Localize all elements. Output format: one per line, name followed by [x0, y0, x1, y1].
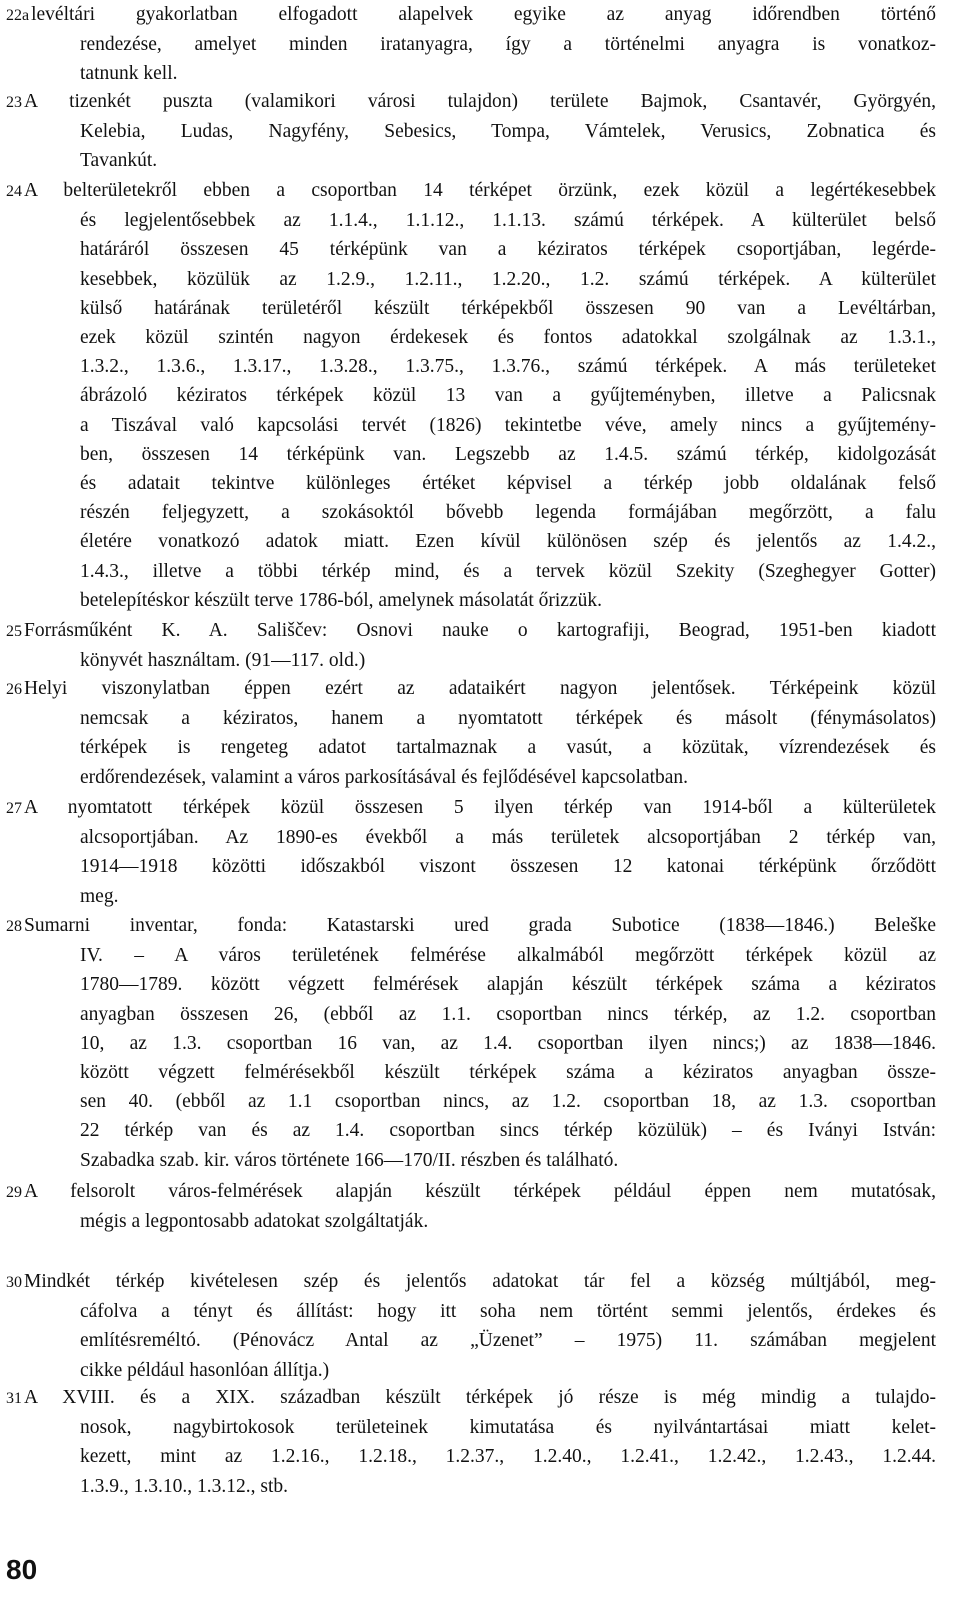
- footnote: [6, 87, 936, 176]
- footnote-line: [6, 1207, 936, 1236]
- footnote-line: [6, 1383, 936, 1413]
- footnote-number: 22a: [6, 7, 30, 24]
- page-number: 80: [6, 1554, 38, 1585]
- footnote-line: [6, 674, 936, 704]
- footnote-line: [6, 1472, 936, 1501]
- footnote-line: [6, 1267, 936, 1297]
- footnote-text: a Tiszával való kapcsolási tervét (1826) tekintetbe véve, amely nincs a gyűjtemény-: [80, 414, 936, 436]
- footnote-line: [6, 793, 936, 823]
- footnote-line: [6, 882, 936, 911]
- footnote-text: alcsoportjában. Az 1890-es évekből a más területek alcsoportjában 2 térkép van,: [80, 827, 936, 849]
- footnote-text: nemcsak a kéziratos, hanem a nyomtatott térképek és másolt (fénymásolatos): [80, 708, 936, 730]
- footnote-line: [6, 823, 936, 852]
- footnote-line: [6, 616, 936, 646]
- footnote-text: életére vonatkozó adatok miatt. Ezen kívül különösen szép és jelentős az 1.4.2.,: [80, 531, 936, 553]
- footnote: [6, 1177, 936, 1236]
- footnote-number: 25: [6, 623, 22, 640]
- footnote-text: cikke például hasonlóan állítja.): [80, 1359, 330, 1381]
- footnote-line: [6, 440, 936, 469]
- footnote-line: [6, 1326, 936, 1355]
- footnote-line: [6, 381, 936, 410]
- footnote-text: Forrásműként K. A. Sališčev: Osnovi nauke o kartografiji, Beograd, 1951-ben kiadott: [24, 620, 936, 641]
- footnote-text: ábrázoló kéziratos térképek közül 13 van a gyűjteményben, illetve a Palicsnak: [80, 385, 936, 407]
- footnote-line: [6, 87, 936, 117]
- footnote: [6, 0, 936, 89]
- footnote-line: [6, 704, 936, 733]
- footnote-text: 1.3.9., 1.3.10., 1.3.12., stb.: [80, 1475, 289, 1497]
- footnote-line: [6, 1442, 936, 1471]
- footnote-text: A belterületekről ebben a csoportban 14 térképet örzünk, ezek közül a legértékesebbek: [24, 180, 936, 201]
- footnote: [6, 176, 936, 615]
- footnote: [6, 793, 936, 911]
- footnote-text: rendezése, amelyet minden iratanyagra, így a történelmi anyagra is vonatkoz-: [80, 34, 936, 56]
- footnote-number: 28: [6, 918, 22, 935]
- footnote-text: tatnunk kell.: [80, 63, 178, 85]
- footnote-text: ben, összesen 14 térképünk van. Legszebb az 1.4.5. számú térkép, kidolgozását: [80, 443, 936, 465]
- footnote-text: 10, az 1.3. csoportban 16 van, az 1.4. csoportban ilyen nincs;) az 1838—1846.: [80, 1032, 936, 1054]
- footnote-line: [6, 646, 936, 675]
- footnote-line: [6, 1413, 936, 1442]
- footnote: [6, 674, 936, 792]
- footnote-line: [6, 586, 936, 615]
- footnote-line: [6, 527, 936, 556]
- footnote-line: [6, 733, 936, 762]
- footnote-text: könyvét használtam. (91—117. old.): [80, 650, 366, 672]
- footnote-text: Mindkét térkép kivételesen szép és jelentős adatokat tár fel a község múltjából, meg-: [24, 1271, 936, 1292]
- footnote-line: [6, 498, 936, 527]
- footnote-line: [6, 1177, 936, 1207]
- footnote-line: [6, 911, 936, 941]
- footnote-text: között végzett felmérésekből készült térképek száma a kéziratos anyagban össze-: [80, 1062, 936, 1084]
- footnote-text: mégis a legpontosabb adatokat szolgáltatják.: [80, 1211, 429, 1233]
- footnote-line: [6, 557, 936, 586]
- footnote-line: [6, 1356, 936, 1385]
- footnote: [6, 616, 936, 675]
- footnote-line: [6, 352, 936, 381]
- footnote-line: [6, 941, 936, 970]
- footnote-text: cáfolva a tényt és állítást: hogy itt soha nem történt semmi jelentős, érdekes és: [80, 1301, 936, 1323]
- footnote-text: Helyi viszonylatban éppen ezért az adataikért nagyon jelentősek. Térképeink közül: [24, 678, 936, 699]
- footnote-line: [6, 411, 936, 440]
- footnote-text: 22 térkép van és az 1.4. csoportban sincs térkép közülük) – és Iványi István:: [80, 1120, 936, 1142]
- footnote-text: ezek közül szintén nagyon érdekesek és fontos adatokkal szolgálnak az 1.3.1.,: [80, 327, 936, 349]
- footnote-text: 1.4.3., illetve a többi térkép mind, és a tervek közül Szekity (Szeghegyer Gotter): [80, 560, 936, 582]
- footnote-line: [6, 1297, 936, 1326]
- footnote-number: 30: [6, 1274, 22, 1291]
- footnote-line: [6, 294, 936, 323]
- footnote-line: [6, 1029, 936, 1058]
- footnote-line: [6, 1116, 936, 1145]
- footnote-text: levéltári gyakorlatban elfogadott alapelvek egyike az anyag időrendben történő: [31, 4, 936, 25]
- footnote-text: A felsorolt város-felmérések alapján készült térképek például éppen nem mutatósak,: [24, 1181, 936, 1202]
- footnote-line: [6, 763, 936, 792]
- footnote-text: 1914—1918 közötti időszakból viszont összesen 12 katonai térképünk őrződött: [80, 856, 936, 878]
- footnote: [6, 1383, 936, 1501]
- footnote-line: [6, 970, 936, 999]
- footnote-number: 31: [6, 1390, 22, 1407]
- footnote-line: [6, 852, 936, 881]
- footnote-line: [6, 1087, 936, 1116]
- footnote-text: kesebbek, közülük az 1.2.9., 1.2.11., 1.2.20., 1.2. számú térképek. A külterület: [80, 268, 936, 290]
- footnote-text: 1.3.2., 1.3.6., 1.3.17., 1.3.28., 1.3.75., 1.3.76., számú térképek. A más területeket: [80, 356, 936, 378]
- footnote-line: [6, 1146, 936, 1175]
- footnote-text: külső határának területéről készült térképekből összesen 90 van a Levéltárban,: [80, 297, 936, 319]
- footnote-text: részén feljegyzett, a szokásoktól bővebb legenda formájában megőrzött, a falu: [80, 502, 936, 524]
- footnote-line: [6, 59, 936, 88]
- footnote-line: [6, 1058, 936, 1087]
- footnote-text: 1780—1789. között végzett felmérések alapján készült térképek száma a kéziratos: [80, 974, 936, 996]
- footnote-text: Sumarni inventar, fonda: Katastarski ured grada Subotice (1838—1846.) Beleške: [24, 915, 936, 936]
- footnote-text: meg.: [80, 885, 119, 907]
- footnote-text: térképek is rengeteg adatot tartalmaznak a vasút, a közütak, vízrendezések és: [80, 737, 936, 759]
- footnote-text: A XVIII. és a XIX. században készült térképek jó része is még mindig a tulajdo-: [24, 1387, 936, 1408]
- footnote-number: 27: [6, 800, 22, 817]
- footnote-text: IV. – A város területének felmérése alkalmából megőrzött térképek közül az: [80, 945, 936, 967]
- footnote-text: A tizenkét puszta (valamikori városi tulajdon) területe Bajmok, Csantavér, Györgyén,: [24, 91, 936, 112]
- footnote-text: betelepítéskor készült terve 1786-ból, amelynek másolatát őrizzük.: [80, 589, 602, 611]
- footnote-line: [6, 0, 936, 30]
- footnote: [6, 911, 936, 1175]
- footnote-text: nosok, nagybirtokosok területeinek kimutatása és nyilvántartásai miatt kelet-: [80, 1417, 936, 1439]
- footnote-text: határáról összesen 45 térképünk van a kéziratos térképek csoportjában, legérde-: [80, 239, 936, 261]
- footnote-line: [6, 235, 936, 264]
- footnote-line: [6, 1000, 936, 1029]
- footnote-line: [6, 469, 936, 498]
- footnote-number: 24: [6, 183, 22, 200]
- footnote-text: Szabadka szab. kir. város története 166—170/II. részben és található.: [80, 1149, 619, 1171]
- footnote-text: sen 40. (ebből az 1.1 csoportban nincs, az 1.2. csoportban 18, az 1.3. csoportban: [80, 1091, 936, 1113]
- footnote-number: 29: [6, 1184, 22, 1201]
- footnote-text: Kelebia, Ludas, Nagyfény, Sebesics, Tompa, Vámtelek, Verusics, Zobnatica és: [80, 121, 936, 143]
- footnote-text: és adatait tekintve különleges értéket képvisel a térkép jobb oldalának felső: [80, 473, 936, 495]
- footnote-line: [6, 30, 936, 59]
- footnote-text: említésreméltó. (Pénovácz Antal az „Üzenet” – 1975) 11. számában megjelent: [80, 1330, 936, 1352]
- footnote-text: anyagban összesen 26, (ebből az 1.1. csoportban nincs térkép, az 1.2. csoportban: [80, 1003, 936, 1025]
- footnote-line: [6, 117, 936, 146]
- footnote-line: [6, 176, 936, 206]
- footnote-number: 23: [6, 94, 22, 111]
- footnote-line: [6, 206, 936, 235]
- footnote-text: Tavankút.: [80, 150, 158, 172]
- footnote-text: és legjelentősebbek az 1.1.4., 1.1.12., 1.1.13. számú térképek. A külterület belső: [80, 210, 936, 232]
- footnote: [6, 1267, 936, 1385]
- footnote-line: [6, 146, 936, 175]
- footnote-number: 26: [6, 681, 22, 698]
- footnote-text: erdőrendezések, valamint a város parkosításával és fejlődésével kapcsolatban.: [80, 766, 689, 788]
- footnote-text: kezett, mint az 1.2.16., 1.2.18., 1.2.37., 1.2.40., 1.2.41., 1.2.42., 1.2.43., 1.2.44.: [80, 1446, 936, 1468]
- footnote-line: [6, 323, 936, 352]
- footnote-text: A nyomtatott térképek közül összesen 5 ilyen térkép van 1914-ből a külterületek: [24, 797, 936, 818]
- footnote-line: [6, 265, 936, 294]
